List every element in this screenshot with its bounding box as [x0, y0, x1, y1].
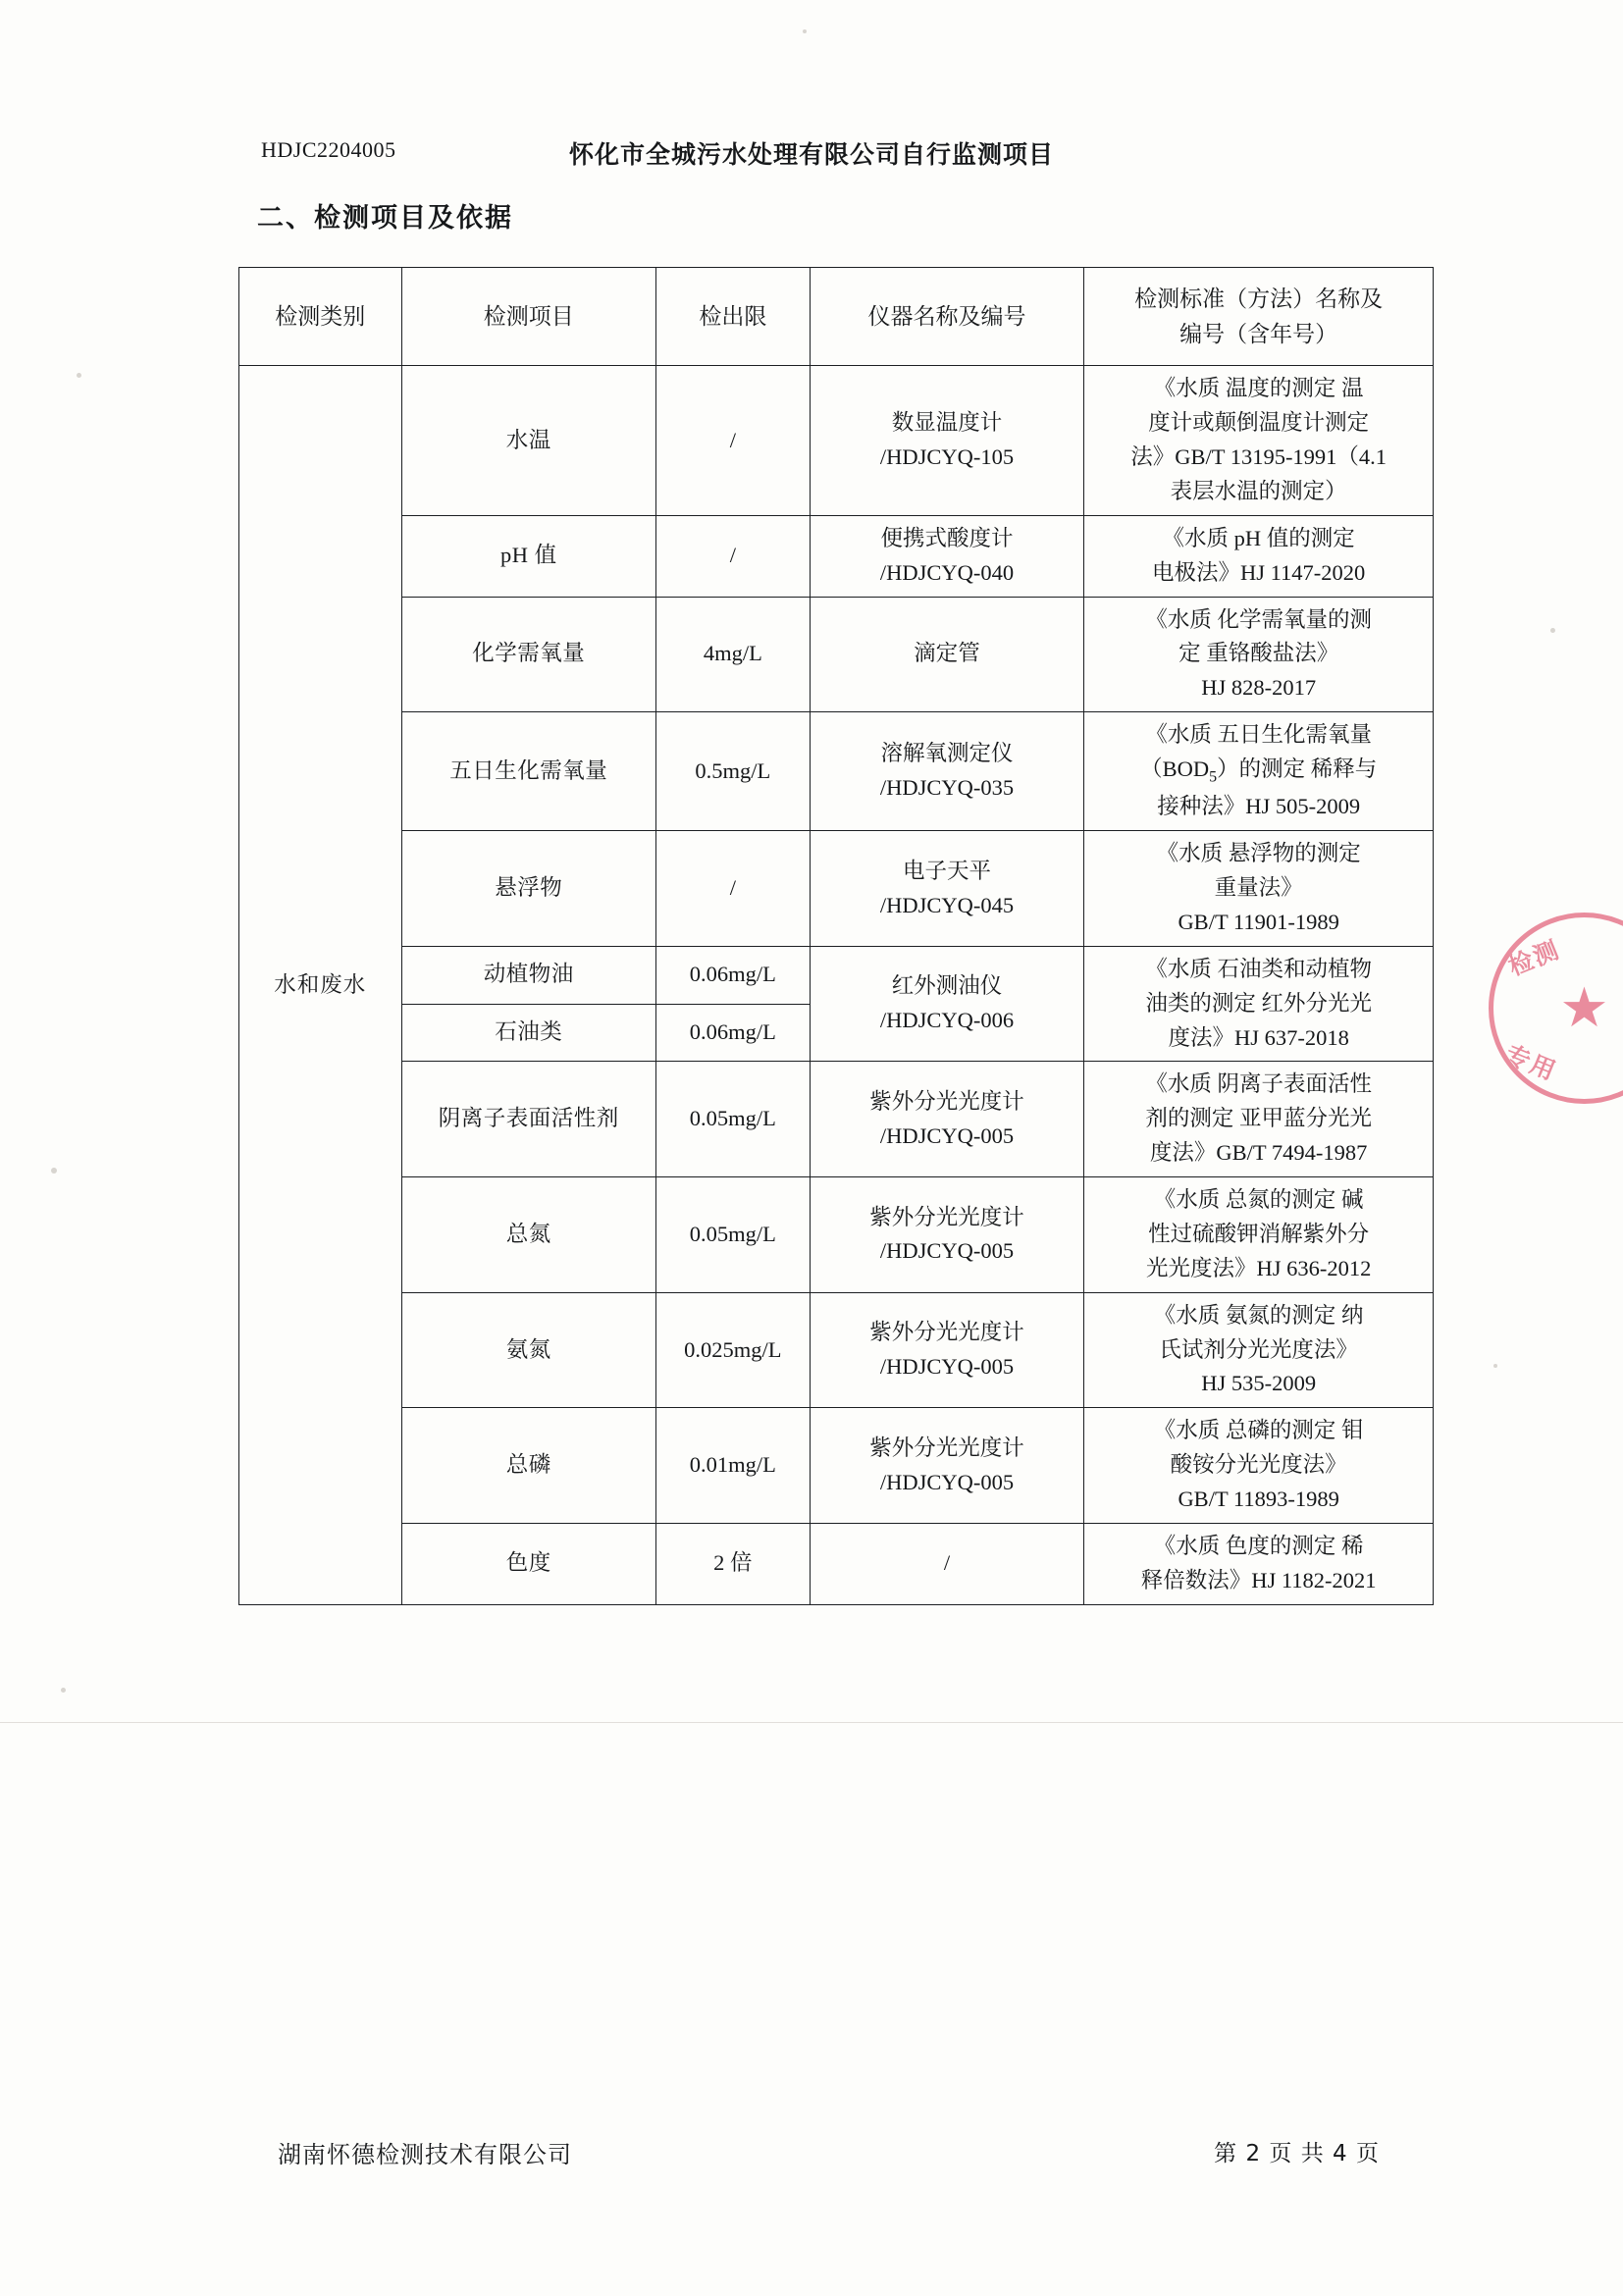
- column-header-category: 检测类别: [239, 268, 402, 366]
- cell-limit: 0.05mg/L: [656, 1062, 811, 1177]
- column-header-standard-line1: 检测标准（方法）名称及: [1134, 287, 1384, 311]
- cell-limit: 0.5mg/L: [656, 712, 811, 831]
- instrument-name: 紫外分光光度计: [869, 1088, 1024, 1114]
- cell-instrument: [810, 1177, 1084, 1293]
- cell-item: 氨氮: [401, 1292, 656, 1408]
- cell-category: 水和废水: [239, 366, 402, 1604]
- table-row: [239, 597, 1434, 712]
- table-row: [239, 1062, 1434, 1177]
- instrument-name: 电子天平: [902, 858, 991, 883]
- instrument-name: 溶解氧测定仪: [880, 741, 1014, 766]
- cell-standard: 《水质 总氮的测定 碱 性过硫酸钾消解紫外分 光光度法》HJ 636-2012: [1084, 1177, 1434, 1293]
- instrument-name: 紫外分光光度计: [869, 1320, 1024, 1345]
- instrument-code: /HDJCYQ-045: [879, 892, 1015, 917]
- column-header-item: 检测项目: [401, 268, 656, 366]
- cell-limit: /: [656, 366, 811, 516]
- cell-limit: 0.06mg/L: [656, 1004, 811, 1062]
- cell-limit: 4mg/L: [656, 597, 811, 712]
- table-header-row: [239, 268, 1434, 366]
- scan-speck: [1493, 1364, 1497, 1368]
- page-header: [0, 137, 1623, 171]
- cell-item: 总磷: [401, 1408, 656, 1524]
- cell-instrument: [810, 946, 1084, 1062]
- table-row: [239, 712, 1434, 831]
- scan-speck: [61, 1688, 66, 1693]
- cell-item: 阴离子表面活性剂: [401, 1062, 656, 1177]
- cell-item: 动植物油: [401, 946, 656, 1004]
- table-row: [239, 1523, 1434, 1604]
- cell-instrument: [810, 366, 1084, 516]
- column-header-standard: [1084, 268, 1434, 366]
- document-code: HDJC2204005: [261, 137, 396, 162]
- instrument-name: 紫外分光光度计: [869, 1435, 1024, 1460]
- table-row: [239, 1177, 1434, 1293]
- cell-item: 化学需氧量: [401, 597, 656, 712]
- cell-standard: 《水质 色度的测定 稀 释倍数法》HJ 1182-2021: [1084, 1523, 1434, 1604]
- instrument-code: /HDJCYQ-005: [879, 1469, 1015, 1494]
- cell-standard: 《水质 悬浮物的测定 重量法》 GB/T 11901-1989: [1084, 831, 1434, 947]
- instrument-code: /HDJCYQ-006: [879, 1008, 1015, 1033]
- footer-company-name: 湖南怀德检测技术有限公司: [278, 2141, 572, 2168]
- cell-instrument: 滴定管: [810, 597, 1084, 712]
- cell-item: 总氮: [401, 1177, 656, 1293]
- cell-standard: 《水质 阴离子表面活性 剂的测定 亚甲蓝分光光 度法》GB/T 7494-1987: [1084, 1062, 1434, 1177]
- cell-standard: 《水质 化学需氧量的测 定 重铬酸盐法》 HJ 828-2017: [1084, 597, 1434, 712]
- cell-instrument: [810, 1292, 1084, 1408]
- cell-item: pH 值: [401, 515, 656, 597]
- instrument-code: /HDJCYQ-040: [879, 559, 1015, 585]
- cell-instrument: [810, 515, 1084, 597]
- table-row: [239, 1292, 1434, 1408]
- cell-item: 石油类: [401, 1004, 656, 1062]
- instrument-name: 数显温度计: [891, 410, 1003, 436]
- star-icon: ★: [1559, 977, 1609, 1039]
- column-header-instrument: 仪器名称及编号: [810, 268, 1084, 366]
- cell-item: 五日生化需氧量: [401, 712, 656, 831]
- stamp-text-bottom: 专用: [1500, 1039, 1561, 1086]
- instrument-name: 紫外分光光度计: [869, 1204, 1024, 1229]
- document-title: 怀化市全城污水处理有限公司自行监测项目: [568, 140, 1054, 169]
- cell-item: 水温: [401, 366, 656, 516]
- cell-limit: /: [656, 515, 811, 597]
- section-heading: 二、检测项目及依据: [257, 203, 513, 234]
- cell-standard: 《水质 五日生化需氧量 $(BOD_5)$的测定 稀释与 接种法》HJ 505-2009: [1084, 712, 1434, 831]
- column-header-standard-line2: 编号（含年号）: [1179, 321, 1338, 346]
- cell-instrument: [810, 1408, 1084, 1524]
- table-row: [239, 515, 1434, 597]
- cell-standard: 《水质 pH 值的测定 电极法》HJ 1147-2020: [1084, 515, 1434, 597]
- cell-standard: 《水质 温度的测定 温 度计或颠倒温度计测定 法》GB/T 13195-1991（4.1 表层水温的测定）: [1084, 366, 1434, 516]
- standard-line-bod: $(BOD_5)$的测定 稀释与: [1140, 757, 1378, 786]
- scan-speck: [803, 29, 807, 33]
- instrument-code: /HDJCYQ-105: [879, 444, 1015, 470]
- cell-item: 悬浮物: [401, 831, 656, 947]
- instrument-code: /HDJCYQ-005: [879, 1122, 1015, 1148]
- cell-instrument: /: [810, 1523, 1084, 1604]
- footer-page-number: 第 2 页 共 4 页: [1214, 2141, 1380, 2166]
- cell-standard: 《水质 石油类和动植物 油类的测定 红外分光光 度法》HJ 637-2018: [1084, 946, 1434, 1062]
- instrument-code: /HDJCYQ-005: [879, 1354, 1015, 1380]
- cell-item: 色度: [401, 1523, 656, 1604]
- cell-limit: 0.05mg/L: [656, 1177, 811, 1293]
- official-stamp: [1489, 913, 1623, 1104]
- scan-speck: [1550, 628, 1555, 633]
- table-row: [239, 831, 1434, 947]
- cell-instrument: [810, 1062, 1084, 1177]
- cell-instrument: [810, 831, 1084, 947]
- scan-speck: [77, 373, 81, 378]
- table-row: [239, 946, 1434, 1004]
- instrument-name: 便携式酸度计: [880, 525, 1014, 550]
- stamp-text-top: 检测: [1504, 934, 1565, 981]
- cell-limit: 2 倍: [656, 1523, 811, 1604]
- instrument-name: 红外测油仪: [891, 973, 1003, 999]
- instrument-code: /HDJCYQ-035: [879, 775, 1015, 801]
- cell-limit: /: [656, 831, 811, 947]
- instrument-code: /HDJCYQ-005: [879, 1238, 1015, 1264]
- table-row: [239, 1408, 1434, 1524]
- scan-speck: [51, 1168, 57, 1174]
- cell-standard: 《水质 总磷的测定 钼 酸铵分光光度法》 GB/T 11893-1989: [1084, 1408, 1434, 1524]
- column-header-limit: 检出限: [656, 268, 811, 366]
- cell-standard: 《水质 氨氮的测定 纳 氏试剂分光光度法》 HJ 535-2009: [1084, 1292, 1434, 1408]
- cell-limit: 0.06mg/L: [656, 946, 811, 1004]
- cell-instrument: [810, 712, 1084, 831]
- scan-artifact-line: [0, 1722, 1623, 1723]
- cell-limit: 0.025mg/L: [656, 1292, 811, 1408]
- page-footer: [0, 2135, 1623, 2174]
- table-row: [239, 366, 1434, 516]
- cell-limit: 0.01mg/L: [656, 1408, 811, 1524]
- test-items-table: [238, 267, 1434, 1605]
